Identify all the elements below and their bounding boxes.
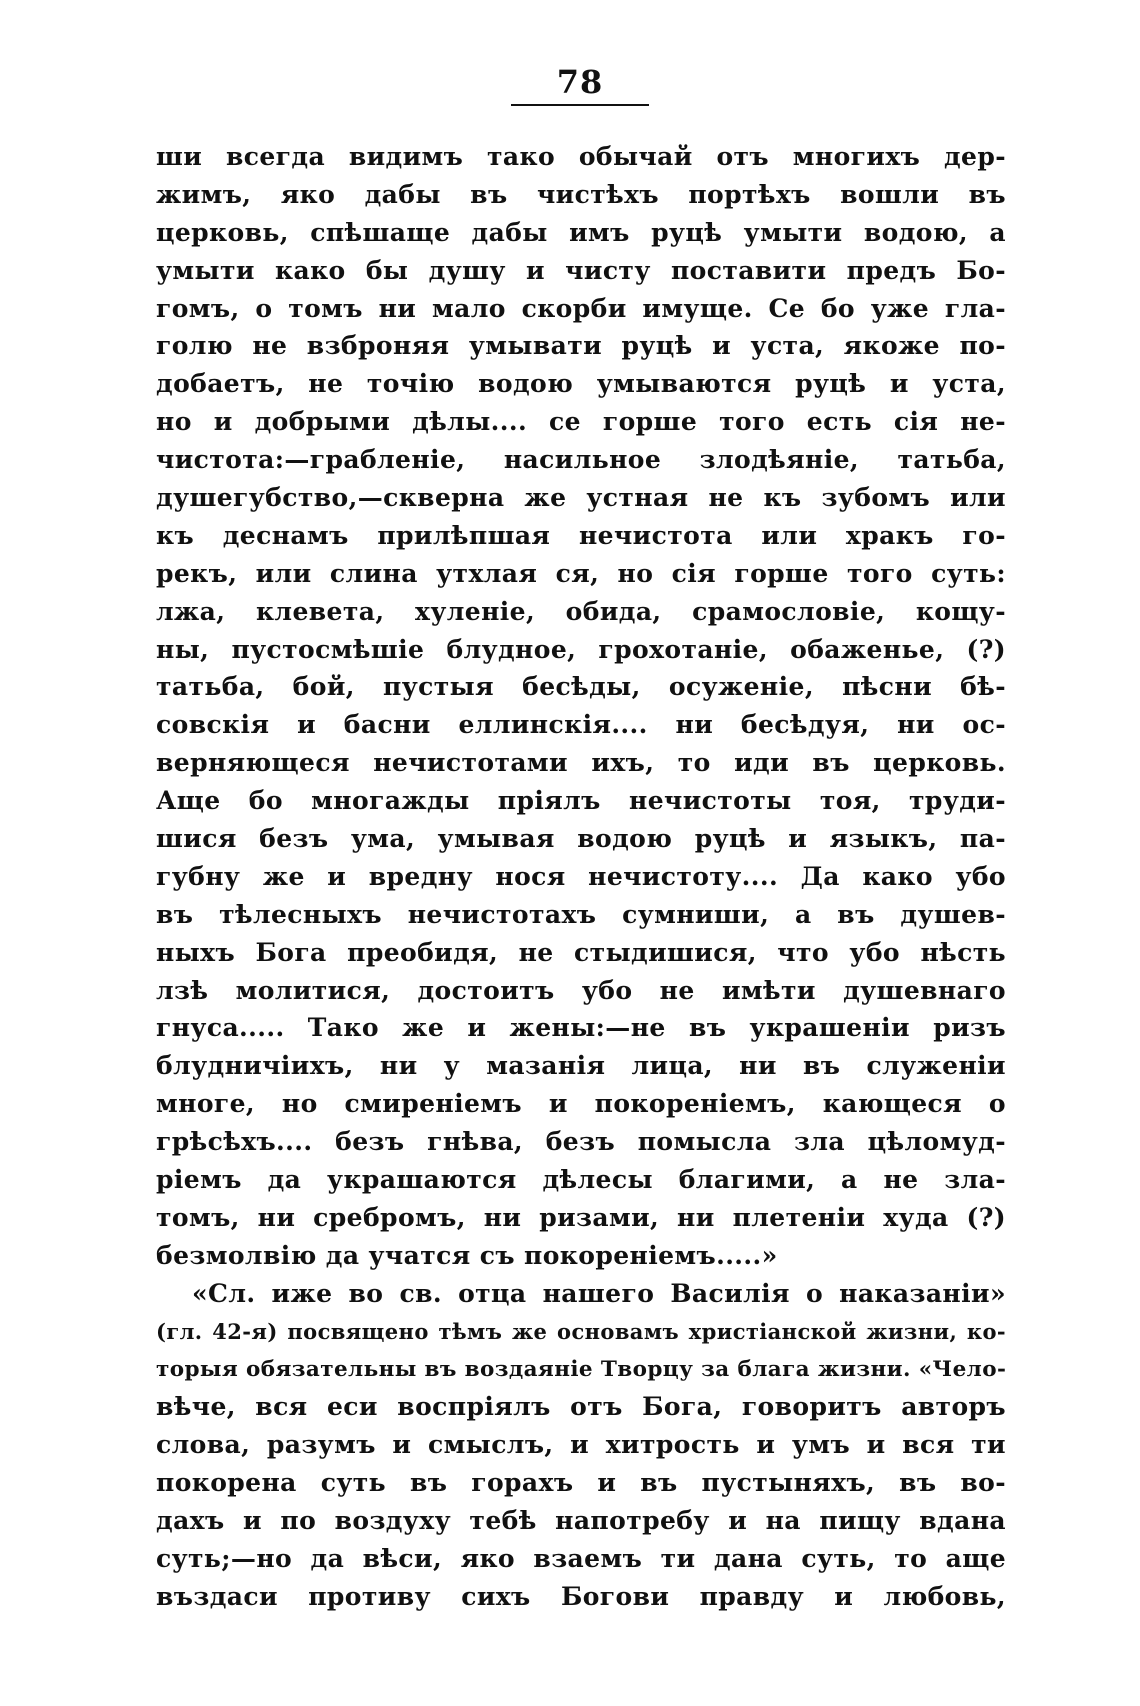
text-line: добаетъ, не точію водою умываются руцѣ и уста, xyxy=(156,369,1006,399)
text-line: ныхъ Бога преобидя, не стыдишися, что убо нѣсть xyxy=(156,937,1006,967)
text-line: голю не взброняя умывати руцѣ и уста, якоже по- xyxy=(156,331,1006,361)
text-line: ши всегда видимъ тако обычай отъ многихъ дер- xyxy=(156,142,1006,171)
text-line: лжа, клевета, хуленіе, обида, срамословіе, кощу- xyxy=(156,596,1006,626)
text-line: покорена суть въ горахъ и въ пустыняхъ, въ во- xyxy=(156,1468,1006,1498)
text-line: но и добрыми дѣлы.... се горше того есть сія не- xyxy=(156,407,1006,437)
text-line: татьба, бой, пустыя бесѣды, осуженіе, пѣсни бѣ- xyxy=(156,672,1006,702)
text-line: многе, но смиреніемъ и покореніемъ, кающеся о xyxy=(156,1089,1006,1119)
text-line: «Сл. иже во св. отца нашего Василія о наказаніи» xyxy=(192,1278,1006,1308)
text-line: шися безъ ума, умывая водою руцѣ и языкъ, па- xyxy=(156,824,1006,854)
text-line: вѣче, вся еси воспріялъ отъ Бога, говоритъ авторъ xyxy=(156,1392,1006,1422)
text-line: слова, разумъ и смыслъ, и хитрость и умъ и вся ти xyxy=(156,1430,1006,1460)
text-line: верняющеся нечистотами ихъ, то иди въ церковь. xyxy=(156,748,1006,778)
text-line: дахъ и по воздуху тебѣ напотребу и на пищу вдана xyxy=(156,1506,1006,1536)
text-line: суть;—но да вѣси, яко взаемъ ти дана суть, то аще xyxy=(156,1543,1006,1573)
text-line: церковь, спѣшаще дабы имъ руцѣ умыти водою, а xyxy=(156,217,1006,247)
text-line: гнуса..... Тако же и жены:—не въ украшеніи ризъ xyxy=(156,1013,1006,1043)
text-line: умыти како бы душу и чисту поставити предъ Бо- xyxy=(156,255,1006,285)
text-line: гомъ, о томъ ни мало скорби имуще. Се бо уже гла- xyxy=(156,293,1006,323)
text-line: ны, пустосмѣшіе блудное, грохотаніе, обаженье, (?) xyxy=(156,634,1006,664)
text-line: грѣсѣхъ.... безъ гнѣва, безъ помысла зла цѣломуд- xyxy=(156,1127,1006,1157)
text-line: лзѣ молитися, достоитъ убо не имѣти душевнаго xyxy=(156,975,1006,1005)
text-line: блудничіихъ, ни у мазанія лица, ни въ служеніи xyxy=(156,1051,1006,1081)
text-line: душегубство,—скверна же устная не къ зубомъ или xyxy=(156,483,1006,513)
text-line: торыя обязательны въ воздаяніе Творцу за блага жизни. «Чело- xyxy=(156,1356,1006,1382)
text-line: совскія и басни еллинскія.... ни бесѣдуя, ни ос- xyxy=(156,710,1006,740)
text-line: безмолвію да учатся съ покореніемъ.....» xyxy=(156,1240,778,1270)
text-line: рекъ, или слина утхлая ся, но сія горше того суть: xyxy=(156,558,1006,588)
text-line: томъ, ни сребромъ, ни ризами, ни плетеніи худа (?) xyxy=(156,1202,1006,1232)
text-line: Аще бо многажды пріялъ нечистоты тоя, труди- xyxy=(156,786,1006,816)
text-line: къ деснамъ прилѣпшая нечистота или хракъ го- xyxy=(156,520,1006,550)
text-line: въ тѣлесныхъ нечистотахъ сумниши, а въ душев- xyxy=(156,899,1006,929)
page-number-rule xyxy=(511,104,649,106)
text-line: жимъ, яко дабы въ чистѣхъ портѣхъ вошли въ xyxy=(156,179,1006,209)
body-text xyxy=(156,138,1006,1616)
text-line: ріемъ да украшаются дѣлесы благими, а не зла- xyxy=(156,1165,1006,1195)
text-line: въздаси противу сихъ Богови правду и любовь, xyxy=(156,1581,1006,1611)
text-line: чистота:—грабленіе, насильное злодѣяніе, татьба, xyxy=(156,445,1006,475)
text-line: (гл. 42-я) посвящено тѣмъ же основамъ христіанской жизни, ко- xyxy=(156,1318,1006,1344)
text-line: губну же и вредну нося нечистоту.... Да како убо xyxy=(156,861,1006,891)
page-number: 78 xyxy=(556,63,604,101)
